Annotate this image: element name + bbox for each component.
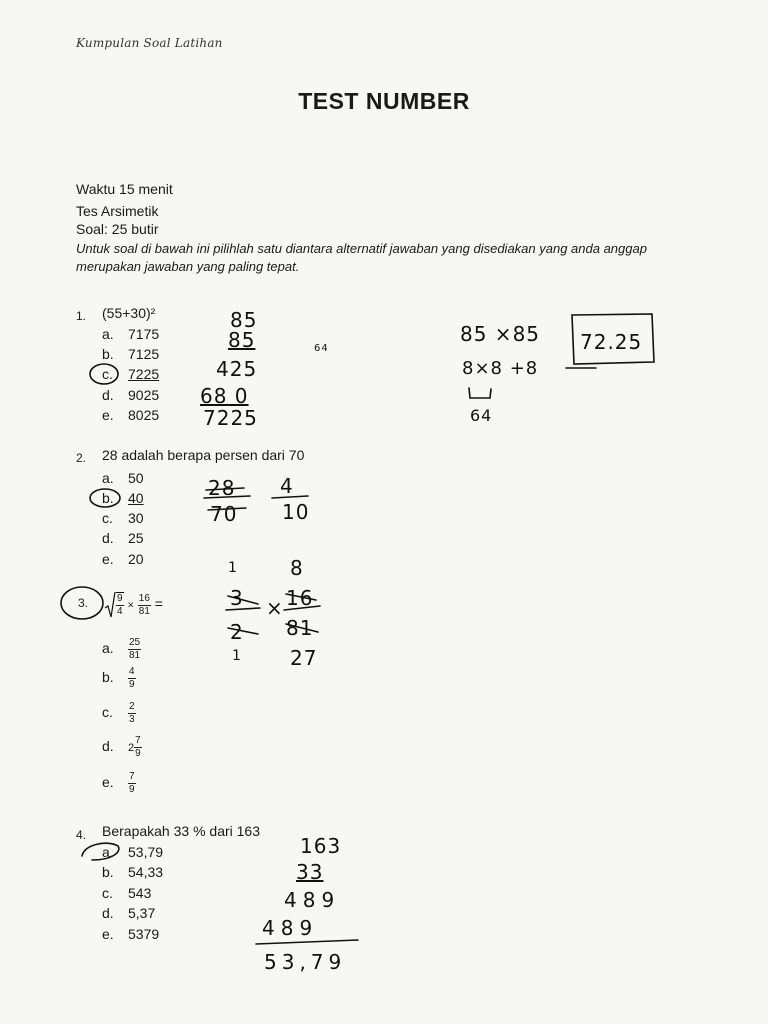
q1-work-line-1: 85: [230, 308, 258, 332]
q1-work-line-4: 68 0: [200, 384, 249, 408]
q3-work-top-2: 8: [290, 556, 304, 580]
q4-work-line-1: 163: [300, 834, 342, 858]
q1-option-d: d. 9025: [102, 387, 160, 403]
answer-circle-mark: [78, 838, 124, 864]
q3-work-top-1: 1: [228, 560, 238, 576]
q2-option-e: e. 20: [102, 551, 144, 567]
q3-work-bottom-2: 27: [290, 646, 318, 670]
q3-work-num-2: 16: [286, 586, 314, 610]
q4-option-d: d. 5,37: [102, 905, 156, 921]
q2-option-b: b. 40: [102, 490, 144, 506]
q2-work-num-2: 4: [280, 474, 294, 498]
q3-work-den-2: 81: [286, 616, 314, 640]
question-4-number: 4.: [76, 828, 87, 842]
q2-work-den-2: 10: [282, 500, 310, 524]
q3-work-num-1: 3: [230, 586, 244, 610]
question-3-text: $\frac{9}{4}$ × $\frac{16}{81}$ =: [104, 590, 163, 620]
instruction-line-1: Untuk soal di bawah ini pilihlah satu diantara alternatif jawaban yang disediakan yang anda anggap: [76, 241, 647, 256]
q2-work-den-1: 70: [210, 502, 238, 526]
q1-work-line-3: 425: [216, 357, 258, 381]
q3-option-d: d. 2 $\frac{7}{9}$: [102, 734, 141, 759]
q1-option-a: a. 7175: [102, 326, 160, 342]
q3-option-c: c. $\frac{2}{3}$: [102, 700, 135, 725]
q3-work-bottom-1: 1: [232, 648, 242, 664]
q3-work-den-1: 2: [230, 620, 244, 644]
q1-side-line-2: 8×8 +8: [462, 358, 539, 379]
q1-work-line-5: 7225: [203, 406, 258, 430]
question-count: Soal: 25 butir: [76, 221, 159, 237]
sqrt-icon: [104, 590, 116, 620]
instruction-line-2: merupakan jawaban yang paling tepat.: [76, 259, 300, 274]
question-2-number: 2.: [76, 451, 87, 465]
question-1-text: (55+30)²: [102, 305, 156, 321]
q1-work-line-2: 85: [228, 328, 256, 352]
answer-circle-mark: [88, 487, 124, 511]
q3-option-a: a. $\frac{25}{81}$: [102, 636, 141, 661]
q1-boxed-answer: 72.25: [580, 330, 643, 354]
q4-option-c: c. 543: [102, 885, 152, 901]
question-4-text: Berapakah 33 % dari 163: [102, 823, 260, 839]
q3-option-e: e. $\frac{7}{9}$: [102, 770, 135, 795]
question-1-number: 1.: [76, 309, 87, 323]
q3-work-times: ×: [266, 596, 284, 620]
answer-circle-mark: [88, 362, 124, 388]
test-name: Tes Arsimetik: [76, 203, 159, 219]
q3-option-b: b. $\frac{4}{9}$: [102, 665, 135, 690]
collection-label: Kumpulan Soal Latihan: [76, 36, 223, 50]
q2-option-a: a. 50: [102, 470, 144, 486]
q4-option-b: b. 54,33: [102, 864, 164, 880]
q1-bracket-mark: [466, 386, 496, 402]
page-title: TEST NUMBER: [298, 88, 470, 114]
q4-option-e: e. 5379: [102, 926, 160, 942]
q1-option-b: b. 7125: [102, 346, 160, 362]
question-3-number: 3.: [78, 596, 89, 610]
q2-fraction-lines: [200, 476, 312, 520]
q2-option-c: c. 30: [102, 510, 144, 526]
q1-option-c: c. 7225: [102, 366, 160, 382]
q4-work-line-5: 53,79: [264, 950, 347, 974]
q1-option-e: e. 8025: [102, 407, 160, 423]
instructions: [76, 240, 756, 276]
q4-sum-line: [254, 938, 364, 948]
q3-strike-lines: [220, 584, 330, 644]
q4-option-a: a. 53,79: [102, 844, 164, 860]
q2-option-d: d. 25: [102, 530, 144, 546]
question-2-text: 28 adalah berapa persen dari 70: [102, 447, 305, 463]
q2-work-num-1: 28: [208, 476, 236, 500]
q4-work-line-3: 489: [284, 888, 341, 912]
q4-work-line-4: 489: [262, 916, 319, 940]
q1-side-line-3: 64: [470, 406, 493, 425]
q1-side-line-1: 85 ×85: [460, 322, 541, 346]
q4-work-line-2: 33: [296, 860, 324, 884]
time-info: Waktu 15 menit: [76, 181, 173, 197]
q1-small-note: 64: [314, 343, 329, 354]
